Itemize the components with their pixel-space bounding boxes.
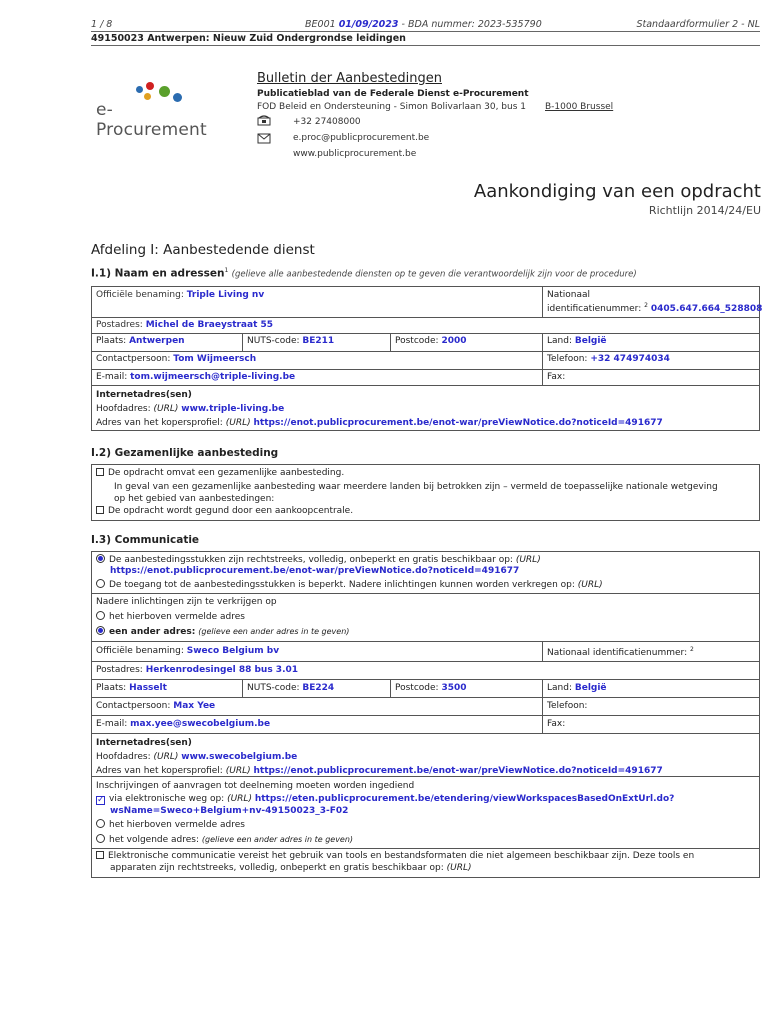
docs-limited-radio[interactable] xyxy=(96,579,105,588)
publisher-website[interactable]: www.publicprocurement.be xyxy=(293,149,417,159)
publisher-address: FOD Beleid en Ondersteuning - Simon Bolivarlaan 30, bus 1 xyxy=(257,102,527,112)
logo-text: e-Procurement xyxy=(96,100,207,140)
bulletin-title: Bulletin der Aanbestedingen xyxy=(257,71,442,86)
national-id-cell: Nationaal identificatienummer: $^2$ 0405.647.664_528808 xyxy=(542,287,761,317)
phone-icon xyxy=(257,115,271,126)
section-1-1-heading: I.1) Naam en adressen$^1$ (gelieve alle aanbestedende diensten op te geven die verantwoordelijk zijn voor de procedure) xyxy=(91,267,637,280)
email-icon xyxy=(257,133,271,144)
email-2-value[interactable]: max.yee@swecobelgium.be xyxy=(130,719,271,729)
main-address-2-link[interactable]: www.swecobelgium.be xyxy=(181,752,298,762)
postal-value: Michel de Braeystraat 55 xyxy=(145,320,274,330)
submission-link[interactable]: https://eten.publicprocurement.be/etendering/viewWorkspacesBasedOnExtUrl.do? xyxy=(254,794,675,804)
national-id-value: 0405.647.664_528808 xyxy=(650,304,763,314)
documents-link[interactable]: https://enot.publicprocurement.be/enot-war/preViewNotice.do?noticeId=491677 xyxy=(110,566,520,576)
central-purchasing-checkbox[interactable] xyxy=(96,506,104,514)
submit-next-radio[interactable] xyxy=(96,834,105,843)
table-contracting-authority xyxy=(91,286,763,431)
row-contact: Contactpersoon: Tom Wijmeersch Telefoon: +32 474974034 xyxy=(92,352,759,370)
buyer-profile-link[interactable]: https://enot.publicprocurement.be/enot-war/preViewNotice.do?noticeId=491677 xyxy=(253,418,663,428)
joint-procurement-checkbox[interactable] xyxy=(96,468,104,476)
row-further-info: Nadere inlichtingen zijn te verkrijgen op het hierboven vermelde adres een ander adres: (gelieve een ander adres in te geven) xyxy=(92,594,759,642)
row-internet: Internetadres(sen) Hoofdadres: (URL) www.triple-living.be Adres van het kopersprofiel: (URL) https://enot.publicprocurement.be/enot-war/preViewNotice.do?noticeId=491677 xyxy=(96,390,663,428)
publisher-email[interactable]: e.proc@publicprocurement.be xyxy=(293,133,430,143)
table-joint-procurement: De opdracht omvat een gezamenlijke aanbesteding. In geval van een gezamenlijke aanbesteding waar meerdere landen bij betrokken zijn – vermeld de toepasselijke nationale wetgeving op het gebied van aanbestedingen: De opdracht wordt gegund door een aankoopcentrale. xyxy=(91,464,760,521)
info-above-radio[interactable] xyxy=(96,611,105,620)
submission-link-cont[interactable]: wsName=Sweco+Belgium+nv-49150023_3-F02 xyxy=(110,806,349,816)
section-title: Afdeling I: Aanbestedende dienst xyxy=(91,242,315,258)
row-official-name-2: Officiële benaming: Sweco Belgium bv Nationaal identificatienummer: $^2$ xyxy=(92,642,759,662)
row-email: E-mail: tom.wijmeersch@triple-living.be Fax: xyxy=(92,370,759,386)
e-procurement-logo xyxy=(96,78,222,140)
notice-subtitle: 49150023 Antwerpen: Nieuw Zuid Ondergrondse leidingen xyxy=(91,33,406,44)
page-number: 1 / 8 xyxy=(91,19,113,30)
header-divider-2 xyxy=(91,45,760,46)
row-email-2: E-mail: max.yee@swecobelgium.be Fax: xyxy=(92,716,759,734)
email-value[interactable]: tom.wijmeersch@triple-living.be xyxy=(130,372,296,382)
buyer-profile-2-link[interactable]: https://enot.publicprocurement.be/enot-war/preViewNotice.do?noticeId=491677 xyxy=(253,766,663,776)
row-postal: Postadres: Michel de Braeystraat 55 xyxy=(92,318,759,334)
directive: Richtlijn 2014/24/EU xyxy=(648,204,761,217)
docs-free-radio[interactable] xyxy=(96,554,105,563)
section-1-2-heading: I.2) Gezamenlijke aanbesteding xyxy=(91,447,279,459)
main-address-link[interactable]: www.triple-living.be xyxy=(181,404,285,414)
row-tools: Elektronische communicatie vereist het gebruik van tools en bestandsformaten die niet algemeen beschikbaar zijn. Deze tools en apparaten zijn rechtstreeks, volledig, onbeperkt en gratis beschikbaar op: (URL) xyxy=(92,849,759,877)
row-internet-2: Internetadres(sen) Hoofdadres: (URL) www.swecobelgium.be Adres van het kopersprofiel: (URL) https://enot.publicprocurement.be/enot-war/preViewNotice.do?noticeId=491677 xyxy=(92,734,759,777)
reference: BE001 01/09/2023 - BDA nummer: 2023-535790 xyxy=(305,19,542,30)
submit-electronic-checkbox[interactable]: ✓ xyxy=(97,795,105,805)
row-submission: Inschrijvingen of aanvragen tot deelneming moeten worden ingediend ✓ via elektronische weg op: (URL) https://eten.publicprocurement.be/etendering/viewWorkspacesBasedOnExtUrl.do? wsName=Sweco+Belgium+nv-49150023_3-F02 het hierboven vermelde adres het volgende adres: (gelieve een ander adres in te geven) xyxy=(92,777,759,849)
row-official-name: Officiële benaming: Triple Living nv Nationaal identificatienummer: $^2$ 0405.647.664_528808 xyxy=(92,287,759,318)
row-postal-2: Postadres: Herkenrodesingel 88 bus 3.01 xyxy=(92,662,759,680)
publisher-phone: +32 27408000 xyxy=(293,117,361,127)
tools-checkbox[interactable] xyxy=(96,851,104,859)
official-name-value: Triple Living nv xyxy=(186,290,265,300)
row-city-2: Plaats: Hasselt NUTS-code: BE224 Postcode: 3500 Land: België xyxy=(92,680,759,698)
publisher-city: B-1000 Brussel xyxy=(545,102,614,112)
row-documents: De aanbestedingsstukken zijn rechtstreeks, volledig, onbeperkt en gratis beschikbaar op: (URL) https://enot.publicprocurement.be/enot-war/preViewNotice.do?noticeId=491677 De toegang tot de aanbestedingsstukken is beperkt. Nadere inlichtingen kunnen worden verkregen op: (URL) xyxy=(92,552,759,594)
bulletin-subtitle: Publicatieblad van de Federale Dienst e-Procurement xyxy=(257,89,529,99)
form-name: Standaardformulier 2 - NL xyxy=(636,19,760,30)
row-city: Plaats: Antwerpen NUTS-code: BE211 Postcode: 2000 Land: België xyxy=(92,334,759,352)
submit-above-radio[interactable] xyxy=(96,819,105,828)
table-communication xyxy=(91,551,760,878)
info-other-radio[interactable] xyxy=(96,626,105,635)
reference-date: 01/09/2023 xyxy=(338,19,399,30)
row-contact-2: Contactpersoon: Max Yee Telefoon: xyxy=(92,698,759,716)
notice-title: Aankondiging van een opdracht xyxy=(473,181,761,202)
section-1-3-heading: I.3) Communicatie xyxy=(91,534,200,546)
header-divider xyxy=(91,31,760,32)
